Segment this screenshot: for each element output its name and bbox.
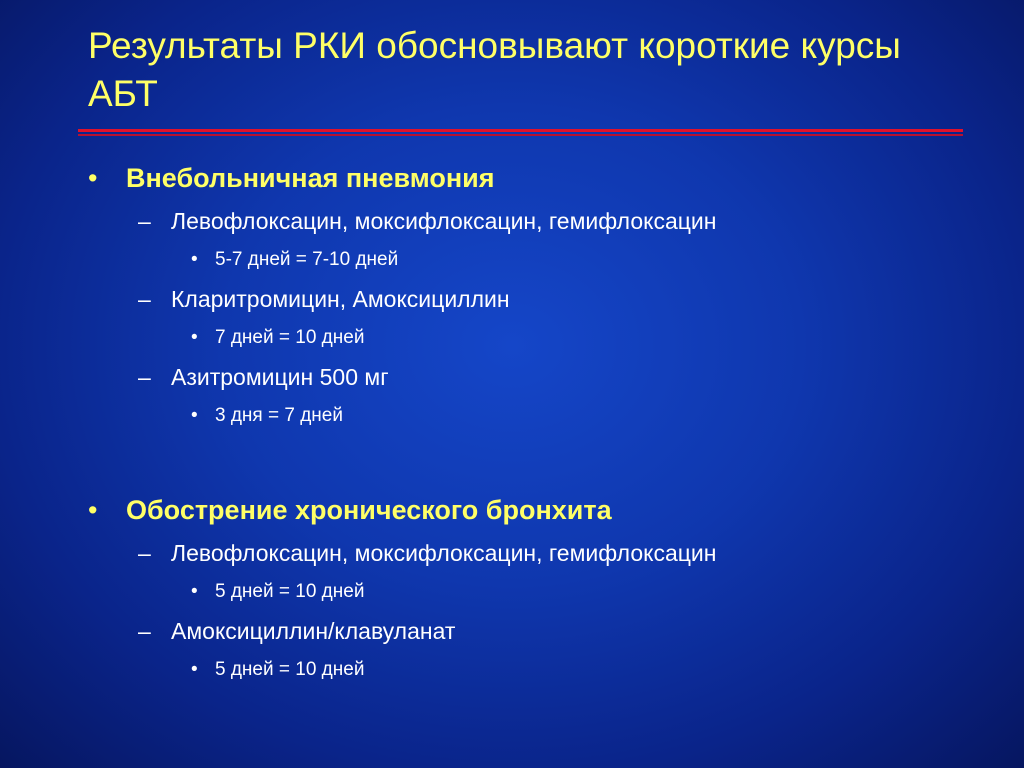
duration-result-text: 3 дня = 7 дней	[215, 405, 343, 426]
slide-title: Результаты РКИ обосновывают короткие курсы АБТ	[88, 25, 901, 114]
duration-result-text: 5 дней = 10 дней	[215, 581, 365, 602]
dash-icon: –	[138, 364, 151, 390]
section-heading-text: Внебольничная пневмония	[126, 163, 495, 193]
bullet-icon: •	[191, 249, 198, 270]
duration-result-item	[191, 657, 365, 683]
drug-group-item	[138, 616, 456, 646]
dash-icon: –	[138, 208, 151, 234]
duration-result-item	[191, 403, 343, 429]
dash-icon: –	[138, 540, 151, 566]
drug-group-text: Левофлоксацин, моксифлоксацин, гемифлоксацин	[171, 540, 717, 566]
bullet-icon: •	[191, 327, 198, 348]
bullet-icon: •	[191, 405, 198, 426]
drug-group-text: Азитромицин 500 мг	[171, 364, 389, 390]
drug-group-text: Кларитромицин, Амоксициллин	[171, 286, 510, 312]
duration-result-text: 5 дней = 10 дней	[215, 659, 365, 680]
drug-group-text: Амоксициллин/клавуланат	[171, 618, 456, 644]
dash-icon: –	[138, 286, 151, 312]
duration-result-text: 5-7 дней = 7-10 дней	[215, 249, 399, 270]
divider-line-bottom	[78, 134, 963, 136]
section-heading-pneumonia	[88, 161, 495, 195]
duration-result-text: 7 дней = 10 дней	[215, 327, 365, 348]
bullet-icon: •	[191, 659, 198, 680]
bullet-icon: •	[191, 581, 198, 602]
duration-result-item	[191, 325, 365, 351]
section-heading-bronchitis	[88, 493, 612, 527]
bullet-icon: •	[88, 163, 98, 193]
duration-result-item	[191, 579, 365, 605]
drug-group-item	[138, 284, 510, 314]
drug-group-item	[138, 362, 389, 392]
drug-group-text: Левофлоксацин, моксифлоксацин, гемифлоксацин	[171, 208, 717, 234]
divider-line-top	[78, 129, 963, 132]
drug-group-item	[138, 538, 717, 568]
drug-group-item	[138, 206, 717, 236]
section-heading-text: Обострение хронического бронхита	[126, 495, 612, 525]
duration-result-item	[191, 247, 399, 273]
bullet-icon: •	[88, 495, 98, 525]
dash-icon: –	[138, 618, 151, 644]
title-divider	[78, 129, 963, 136]
